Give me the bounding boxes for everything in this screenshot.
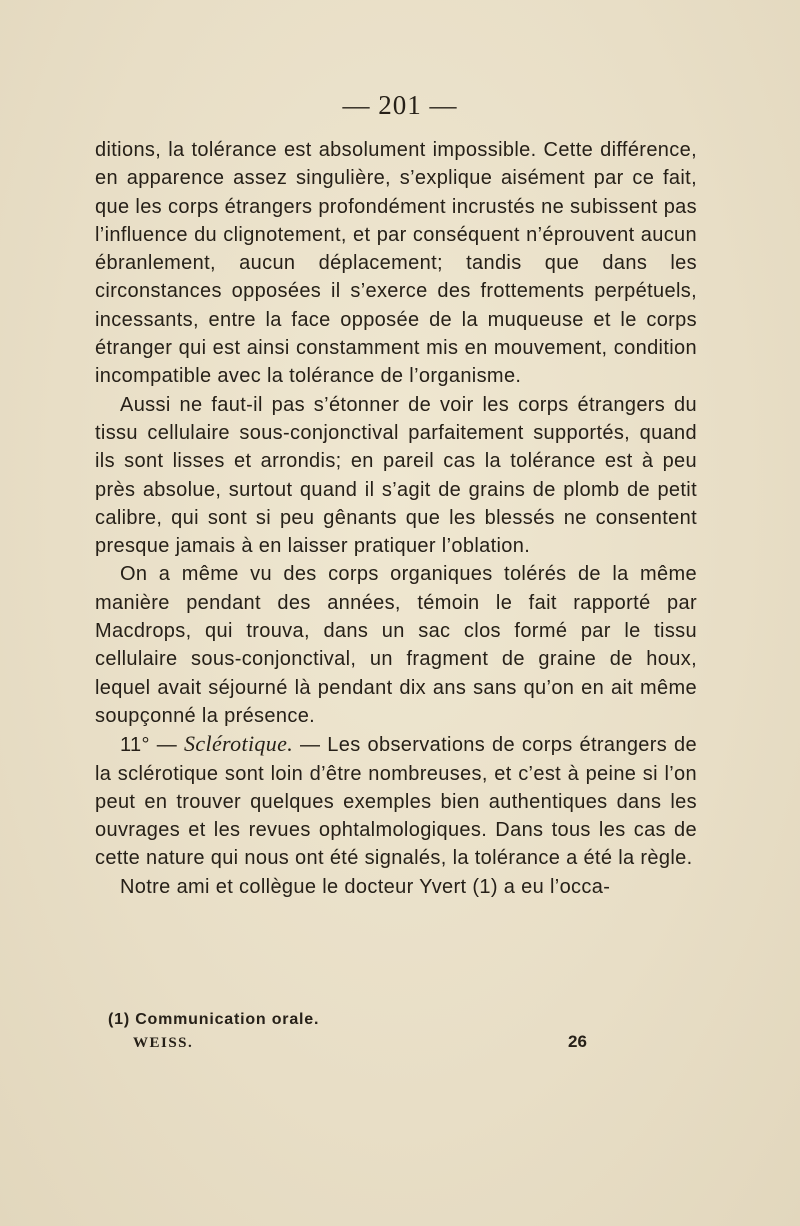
paragraph-yvert: Notre ami et collègue le docteur Yvert (1) a eu l’occa-: [120, 875, 611, 898]
body-text: [95, 136, 697, 901]
paragraph-continuation: ditions, la tolérance est absolument impossible. Cette différence, en apparence assez singulière, s’explique aisément par ce fait, que les corps étrangers profondément incrustés ne subissent pas l’influence du clignotement, et par conséquent n’éprouvent aucun ébranlement, aucun déplacement; tandis que dans les circonstances opposées il s’exerce des frottements perpétuels, incessants, entre la face opposée de la muqueuse et le corps étranger qui est ainsi constamment mis en mouvement, condition incompatible avec la tolérance de l’organisme.: [95, 139, 697, 388]
printer-signature: WEISS.: [133, 1035, 194, 1051]
paragraph-organic-bodies: On a même vu des corps organiques tolérés de la même manière pendant des années, témoin le fait rapporté par Macdrops, qui trouva, dans un sac clos formé par le tissu cellulaire sous-conjonctival, un fragment de graine de houx, lequel avait séjourné là pendant dix ans sans qu’on en ait même soupçonné la présence.: [95, 563, 697, 727]
section-title: Sclérotique.: [184, 731, 294, 757]
page-number: — 201 —: [342, 90, 458, 120]
paragraph-sclerotique: [95, 730, 697, 872]
footnote: (1) Communication orale.: [108, 1011, 320, 1028]
section-number: 11° —: [120, 734, 185, 757]
section-text: — Les observations de corps étrangers de la sclérotique sont loin d’être nombreuses, et c’est à peine si l’on peut en trouver quelques exemples bien authentiques dans les ouvrages et les revues ophtalmologiques. Dans tous les cas de cette nature qui nous ont été signalés, la tolérance a été la règle.: [95, 734, 697, 870]
sheet-number: 26: [568, 1032, 587, 1051]
paragraph-aussi: Aussi ne faut-il pas s’étonner de voir les corps étrangers du tissu cellulaire sous-conjonctival parfaitement supportés, quand ils sont lisses et arrondis; en pareil cas la tolérance est à peu près absolue, surtout quand il s’agit de grains de plomb de petit calibre, qui sont si peu gênants que les blessés ne consentent presque jamais à en laisser pratiquer l’oblation.: [95, 393, 697, 558]
